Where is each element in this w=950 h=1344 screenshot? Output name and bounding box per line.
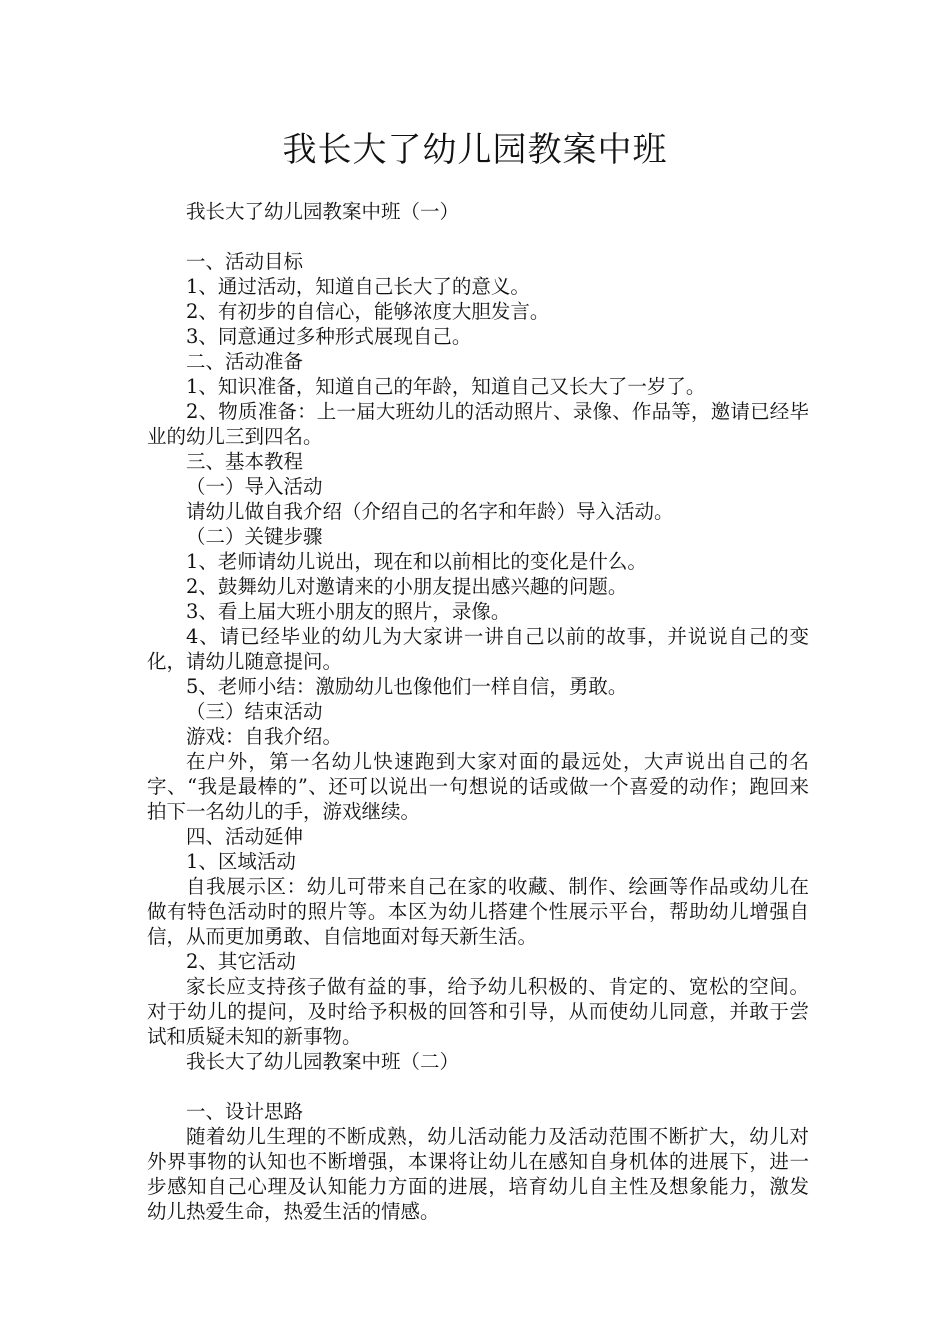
paragraph: 3、同意通过多种形式展现自己。 — [186, 325, 472, 348]
paragraph: 请幼儿做自我介绍（介绍自己的名字和年龄）导入活动。 — [186, 500, 674, 523]
heading-design-idea: 一、设计思路 — [186, 1100, 304, 1123]
heading-activity-extension: 四、活动延伸 — [186, 825, 304, 848]
subheading-introduction: （一）导入活动 — [186, 475, 323, 498]
section-heading-part-one: 我长大了幼儿园教案中班（一） — [186, 200, 460, 223]
heading-basic-process: 三、基本教程 — [186, 450, 304, 473]
paragraph: 游戏：自我介绍。 — [186, 725, 343, 748]
subheading-key-steps: （二）关键步骤 — [186, 525, 323, 548]
paragraph: 1、知识准备，知道自己的年龄，知道自己又长大了一岁了。 — [186, 375, 706, 398]
paragraph: 2、物质准备：上一届大班幼儿的活动照片、录像、作品等，邀请已经毕业的幼儿三到四名。 — [147, 400, 809, 448]
heading-activity-preparation: 二、活动准备 — [186, 350, 304, 373]
paragraph: 1、区域活动 — [186, 850, 296, 873]
paragraph: 随着幼儿生理的不断成熟，幼儿活动能力及活动范围不断扩大，幼儿对外界事物的认知也不断增强，本课将让幼儿在感知自身机体的进展下，进一步感知自己心理及认知能力方面的进展，培育幼儿自主性及想象能力，激发幼儿热爱生命，热爱生活的情感。 — [147, 1125, 809, 1223]
heading-activity-goals: 一、活动目标 — [186, 250, 304, 273]
paragraph: 5、老师小结：激励幼儿也像他们一样自信，勇敢。 — [186, 675, 628, 698]
paragraph: 2、其它活动 — [186, 950, 296, 973]
paragraph: 4、请已经毕业的幼儿为大家讲一讲自己以前的故事，并说说自己的变化，请幼儿随意提问。 — [147, 625, 809, 673]
paragraph: 自我展示区：幼儿可带来自己在家的收藏、制作、绘画等作品或幼儿在做有特色活动时的照片等。本区为幼儿搭建个性展示平台，帮助幼儿增强自信，从而更加勇敢、自信地面对每天新生活。 — [147, 875, 809, 948]
paragraph: 1、通过活动，知道自己长大了的意义。 — [186, 275, 530, 298]
paragraph: 家长应支持孩子做有益的事，给予幼儿积极的、肯定的、宽松的空间。对于幼儿的提问，及时给予积极的回答和引导，从而使幼儿同意，并敢于尝试和质疑未知的新事物。 — [147, 975, 809, 1048]
section-heading-part-two: 我长大了幼儿园教案中班（二） — [186, 1050, 460, 1073]
paragraph: 1、老师请幼儿说出，现在和以前相比的变化是什么。 — [186, 550, 647, 573]
paragraph: 2、有初步的自信心，能够浓度大胆发言。 — [186, 300, 550, 323]
document-title: 我长大了幼儿园教案中班 — [282, 130, 668, 170]
paragraph: 在户外，第一名幼儿快速跑到大家对面的最远处，大声说出自己的名字、“我是最棒的”、还可以说出一句想说的话或做一个喜爱的动作；跑回来拍下一名幼儿的手，游戏继续。 — [147, 750, 809, 823]
subheading-ending-activity: （三）结束活动 — [186, 700, 323, 723]
paragraph: 2、鼓舞幼儿对邀请来的小朋友提出感兴趣的问题。 — [186, 575, 628, 598]
document-body — [147, 199, 809, 1224]
paragraph: 3、看上届大班小朋友的照片，录像。 — [186, 600, 511, 623]
